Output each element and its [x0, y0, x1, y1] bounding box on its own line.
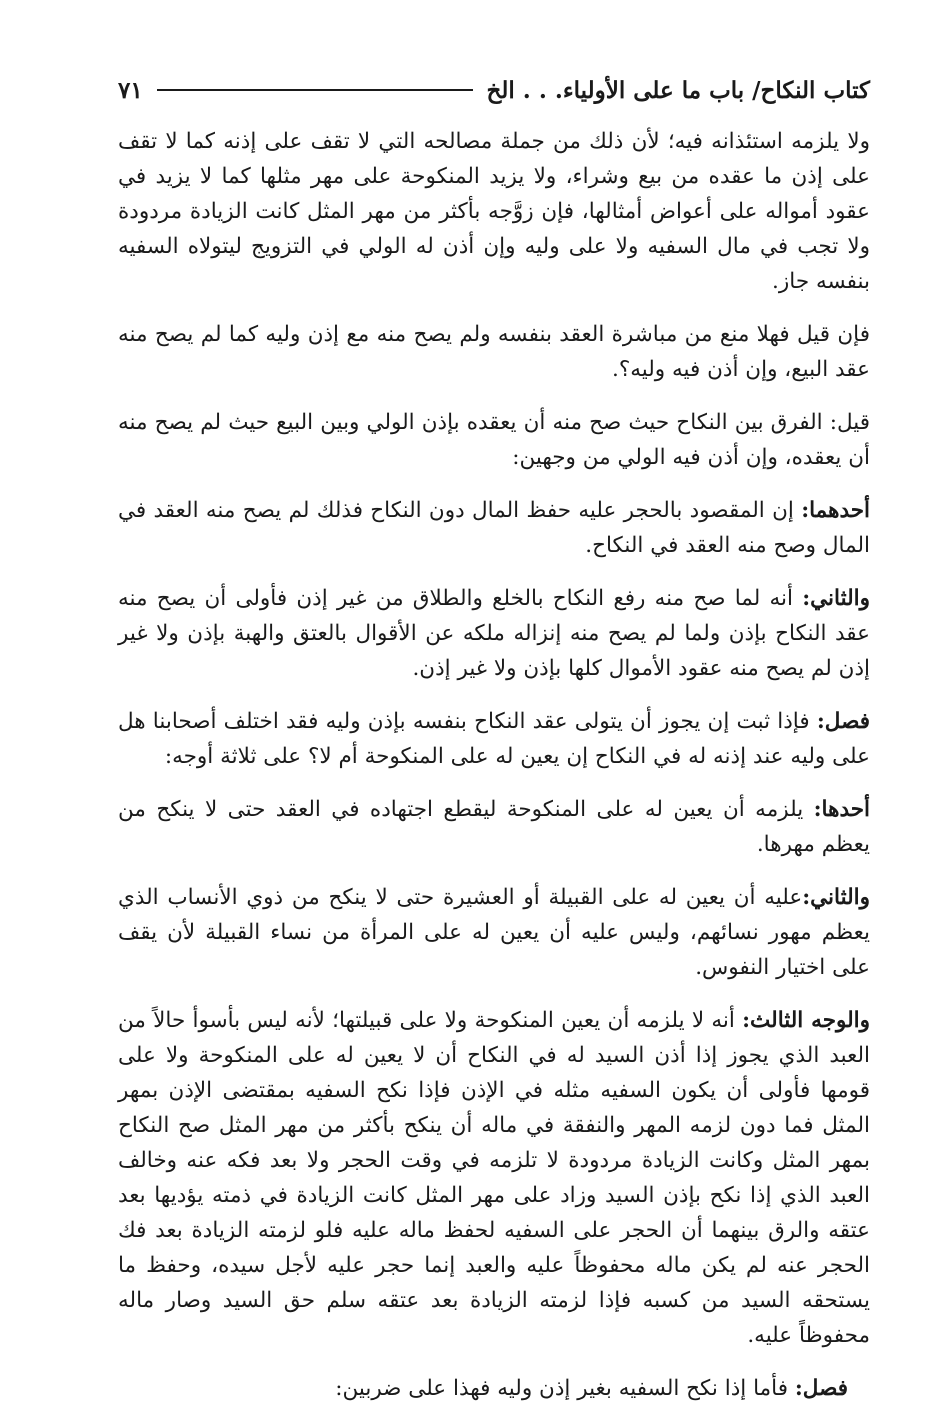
- paragraph-3-text: قيل: الفرق بين النكاح حيث صح منه أن يعقده بإذن الولي وبين البيع حيث لم يصح منه أن يعقده، وإن أذن فيه الولي من وجهين:: [118, 410, 870, 470]
- page-number: ٧١: [118, 76, 143, 104]
- paragraph-10-lead: فصل:: [794, 1376, 848, 1401]
- body-text: [118, 124, 870, 1406]
- header-rule: [157, 89, 473, 91]
- paragraph-4-text: إن المقصود بالحجر عليه حفظ المال دون النكاح فذلك لم يصح منه العقد في المال وصح منه العقد في النكاح.: [118, 498, 870, 558]
- paragraph-2-text: فإن قيل فهلا منع من مباشرة العقد بنفسه ولم يصح منه مع إذن وليه كما لم يصح منه عقد البيع، وإن أذن فيه وليه؟.: [118, 322, 870, 382]
- paragraph-10: [118, 1371, 870, 1406]
- paragraph-7: [118, 792, 870, 862]
- paragraph-6-lead: فصل:: [816, 709, 870, 734]
- paragraph-6-text: فإذا ثبت إن يجوز أن يتولى عقد النكاح بنفسه بإذن وليه فقد اختلف أصحابنا هل على وليه عند إذنه له في النكاح إن يعين له على المنكوحة أم لا؟ على ثلاثة أوجه:: [118, 709, 870, 769]
- paragraph-4: [118, 493, 870, 563]
- paragraph-4-lead: أحدهما:: [801, 498, 870, 523]
- paragraph-9-lead: والوجه الثالث:: [742, 1008, 870, 1033]
- paragraph-7-lead: أحدها:: [813, 797, 870, 822]
- paragraph-8: [118, 880, 870, 985]
- paragraph-7-text: يلزمه أن يعين له على المنكوحة ليقطع اجتهاده في العقد حتى لا ينكح من يعظم مهرها.: [118, 797, 870, 857]
- paragraph-2: [118, 317, 870, 387]
- paragraph-3: [118, 405, 870, 475]
- paragraph-8-text: عليه أن يعين له على القبيلة أو العشيرة حتى لا ينكح من ذوي الأنساب الذي يعظم مهور نسائهم، وليس عليه أن يعين له على المرأة من نساء القبيلة لأن يقف على اختيار النفوس.: [118, 885, 870, 980]
- paragraph-9: [118, 1003, 870, 1353]
- paragraph-6: [118, 704, 870, 774]
- running-title: كتاب النكاح/ باب ما على الأولياء. . . الخ: [486, 76, 870, 104]
- paragraph-8-lead: والثاني:: [802, 885, 870, 910]
- paragraph-5-lead: والثاني:: [802, 586, 870, 611]
- paragraph-9-text: أنه لا يلزمه أن يعين المنكوحة ولا على قبيلتها؛ لأنه ليس بأسوأ حالاً من العبد الذي يجوز إذا أذن السيد له في النكاح أن لا يعين له على المنكوحة ولا على قومها فأولى أن يكون السفيه مثله في الإذن فإذا نكح السفيه بمقتضى الإذن بمهر المثل فما دون لزمه المهر والنفقة في ماله أن ينكح بأكثر من مهر المثل صح النكاح بمهر المثل وكانت الزيادة مردودة لا تلزمه في وقت الحجر ولا بعد فكه عنه وخالف العبد الذي إذا نكح بإذن السيد وزاد على مهر المثل كانت الزيادة في ذمته يؤديها بعد عتقه والرق بينهما أن الحجر على السفيه لحفظ ماله عليه فلو لزمته الزيادة بعد فك الحجر عنه لم يكن ماله محفوظاً عليه والعبد إنما حجر عليه لأجل سيده، وحفظ ما يستحقه السيد من كسبه فإذا لزمته الزيادة بعد عتقه سلم حق السيد وصار ماله محفوظاً عليه.: [118, 1008, 870, 1348]
- paragraph-10-text: فأما إذا نكح السفيه بغير إذن وليه فهذا على ضربين:: [335, 1376, 795, 1401]
- paragraph-1-text: ولا يلزمه استئذانه فيه؛ لأن ذلك من جملة مصالحه التي لا تقف على إذنه كما لا تقف على إذن ما عقده من بيع وشراء، ولا يزيد المنكوحة على مهر مثلها كما لا يزيد في عقود أمواله على أعواض أمثالها، فإن زوَّجه بأكثر من مهر المثل كانت الزيادة مردودة ولا تجب في مال السفيه ولا على وليه وإن أذن له الولي في التزويج ليتولاه السفيه بنفسه جاز.: [118, 129, 870, 294]
- paragraph-5: [118, 581, 870, 686]
- paragraph-5-text: أنه لما صح منه رفع النكاح بالخلع والطلاق من غير إذن فأولى أن يصح منه عقد النكاح بإذن ولما لم يصح منه إنزاله ملكه عن الأقوال بالعتق والهبة بإذن ولا غير إذن لم يصح منه عقود الأموال كلها بإذن ولا غير إذن.: [118, 586, 870, 681]
- paragraph-1: [118, 124, 870, 299]
- running-header: [118, 70, 870, 110]
